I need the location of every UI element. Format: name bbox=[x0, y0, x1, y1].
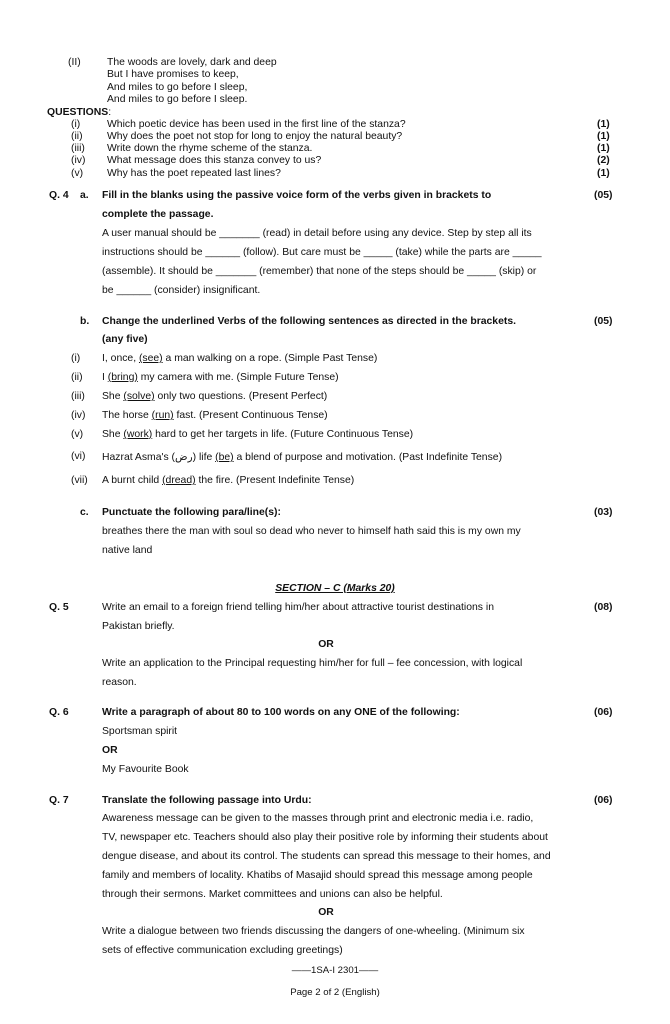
question-number: (iv) bbox=[71, 155, 86, 166]
or-separator: OR bbox=[102, 745, 118, 756]
q4b-item: I, once, (see) a man walking on a rope. (Simple Past Tense) bbox=[102, 353, 378, 364]
q6-number: Q. 6 bbox=[49, 707, 69, 718]
q4b-item: The horse (run) fast. (Present Continuous Tense) bbox=[102, 410, 328, 421]
poem-line: And miles to go before I sleep. bbox=[107, 94, 248, 105]
q4b-item: She (work) hard to get her targets in life. (Future Continuous Tense) bbox=[102, 429, 414, 440]
q7-title: Translate the following passage into Urdu: bbox=[102, 795, 312, 806]
question-marks: (2) bbox=[597, 155, 610, 166]
q4a-title: complete the passage. bbox=[102, 209, 214, 220]
question-text: Which poetic device has been used in the first line of the stanza? bbox=[107, 119, 406, 130]
q6-title: Write a paragraph of about 80 to 100 words on any ONE of the following: bbox=[102, 707, 460, 718]
q5-marks: (08) bbox=[594, 602, 613, 613]
questions-heading: QUESTIONS: bbox=[47, 107, 112, 118]
q4b-item: Hazrat Asma's (رض) life (be) a blend of purpose and motivation. (Past Indefinite Tense) bbox=[102, 452, 503, 463]
poem-line: But I have promises to keep, bbox=[107, 69, 239, 80]
q4a-label: a. bbox=[80, 190, 89, 201]
or-separator: OR bbox=[318, 907, 334, 918]
question-text: Why does the poet not stop for long to enjoy the natural beauty? bbox=[107, 131, 403, 142]
q7-passage-line: family and members of locality. Khatibs of Masajid should spread this message among people bbox=[102, 870, 533, 881]
poem-line: And miles to go before I sleep, bbox=[107, 82, 248, 93]
q4b-item-number: (iv) bbox=[71, 410, 86, 421]
q4b-label: b. bbox=[80, 316, 90, 327]
question-number: (ii) bbox=[71, 131, 83, 142]
q4b-item-number: (i) bbox=[71, 353, 81, 364]
q7-number: Q. 7 bbox=[49, 795, 69, 806]
q4b-item-number: (iii) bbox=[71, 391, 85, 402]
question-marks: (1) bbox=[597, 131, 610, 142]
q4c-text-line: breathes there the man with soul so dead who never to himself hath said this is my own my bbox=[102, 526, 521, 537]
q4b-marks: (05) bbox=[594, 316, 613, 327]
paper-code: ——1SA-I 2301—— bbox=[291, 965, 379, 976]
question-text: What message does this stanza convey to us? bbox=[107, 155, 322, 166]
q7-alt-line: sets of effective communication excluding greetings) bbox=[102, 945, 343, 956]
q4a-passage-line: (assemble). It should be _______ (remember) that none of the steps should be _____ (skip) or bbox=[102, 266, 537, 277]
q4b-item-number: (vii) bbox=[71, 475, 88, 486]
q5-alt-line: reason. bbox=[102, 677, 137, 688]
q4b-item-number: (v) bbox=[71, 429, 84, 440]
underlined-verb: (work) bbox=[123, 429, 153, 440]
q6-option: Sportsman spirit bbox=[102, 726, 178, 737]
q4-number: Q. 4 bbox=[49, 190, 69, 201]
q4c-text-line: native land bbox=[102, 545, 153, 556]
q4a-passage-line: A user manual should be _______ (read) in detail before using any device. Step by step all its bbox=[102, 228, 532, 239]
q4b-item: A burnt child (dread) the fire. (Present Indefinite Tense) bbox=[102, 475, 355, 486]
q4b-item-number: (vi) bbox=[71, 451, 86, 462]
q5-text-line: Pakistan briefly. bbox=[102, 621, 175, 632]
q4c-label: c. bbox=[80, 507, 89, 518]
q4b-item: She (solve) only two questions. (Present Perfect) bbox=[102, 391, 328, 402]
q4b-title: (any five) bbox=[102, 334, 148, 345]
q7-passage-line: Awareness message can be given to the masses through print and electronic media i.e. radio, bbox=[102, 813, 534, 824]
q4a-passage-line: instructions should be ______ (follow). But care must be _____ (take) while the parts are _____ bbox=[102, 247, 542, 258]
q4b-item-number: (ii) bbox=[71, 372, 83, 383]
q4b-item: I (bring) my camera with me. (Simple Future Tense) bbox=[102, 372, 339, 383]
question-marks: (1) bbox=[597, 168, 610, 179]
q4a-passage-line: be ______ (consider) insignificant. bbox=[102, 285, 261, 296]
q4c-title: Punctuate the following para/line(s): bbox=[102, 507, 281, 518]
q5-text-line: Write an email to a foreign friend telling him/her about attractive tourist destinations in bbox=[102, 602, 494, 613]
q4c-marks: (03) bbox=[594, 507, 613, 518]
q4a-marks: (05) bbox=[594, 190, 613, 201]
section-title: SECTION – C (Marks 20) bbox=[275, 583, 395, 594]
q5-number: Q. 5 bbox=[49, 602, 69, 613]
q5-alt-line: Write an application to the Principal requesting him/her for full – fee concession, with logical bbox=[102, 658, 523, 669]
or-separator: OR bbox=[318, 639, 334, 650]
underlined-verb: (be) bbox=[215, 452, 234, 463]
poem-line: The woods are lovely, dark and deep bbox=[107, 57, 277, 68]
underlined-verb: (dread) bbox=[162, 475, 196, 486]
underlined-verb: (run) bbox=[151, 410, 174, 421]
underlined-verb: (see) bbox=[138, 353, 163, 364]
question-number: (iii) bbox=[71, 143, 85, 154]
question-marks: (1) bbox=[597, 119, 610, 130]
question-text: Write down the rhyme scheme of the stanza. bbox=[107, 143, 313, 154]
q7-alt-line: Write a dialogue between two friends discussing the dangers of one-wheeling. (Minimum six bbox=[102, 926, 525, 937]
question-text: Why has the poet repeated last lines? bbox=[107, 168, 281, 179]
underlined-verb: (solve) bbox=[123, 391, 155, 402]
q6-option: My Favourite Book bbox=[102, 764, 189, 775]
page-number: Page 2 of 2 (English) bbox=[290, 987, 380, 998]
q7-passage-line: through their sermons. Market committees and unions can also be helpful. bbox=[102, 889, 443, 900]
question-number: (i) bbox=[71, 119, 81, 130]
question-marks: (1) bbox=[597, 143, 610, 154]
q4a-title: Fill in the blanks using the passive voice form of the verbs given in brackets to bbox=[102, 190, 492, 201]
question-number: (v) bbox=[71, 168, 84, 179]
q4b-title: Change the underlined Verbs of the following sentences as directed in the brackets. bbox=[102, 316, 516, 327]
q7-passage-line: TV, newspaper etc. Teachers should also play their positive role by informing their students about bbox=[102, 832, 548, 843]
q7-passage-line: dengue disease, and about its control. The students can spread this message to their homes, and bbox=[102, 851, 551, 862]
underlined-verb: (bring) bbox=[107, 372, 138, 383]
poem-number: (II) bbox=[68, 57, 81, 68]
q7-marks: (06) bbox=[594, 795, 613, 806]
q6-marks: (06) bbox=[594, 707, 613, 718]
